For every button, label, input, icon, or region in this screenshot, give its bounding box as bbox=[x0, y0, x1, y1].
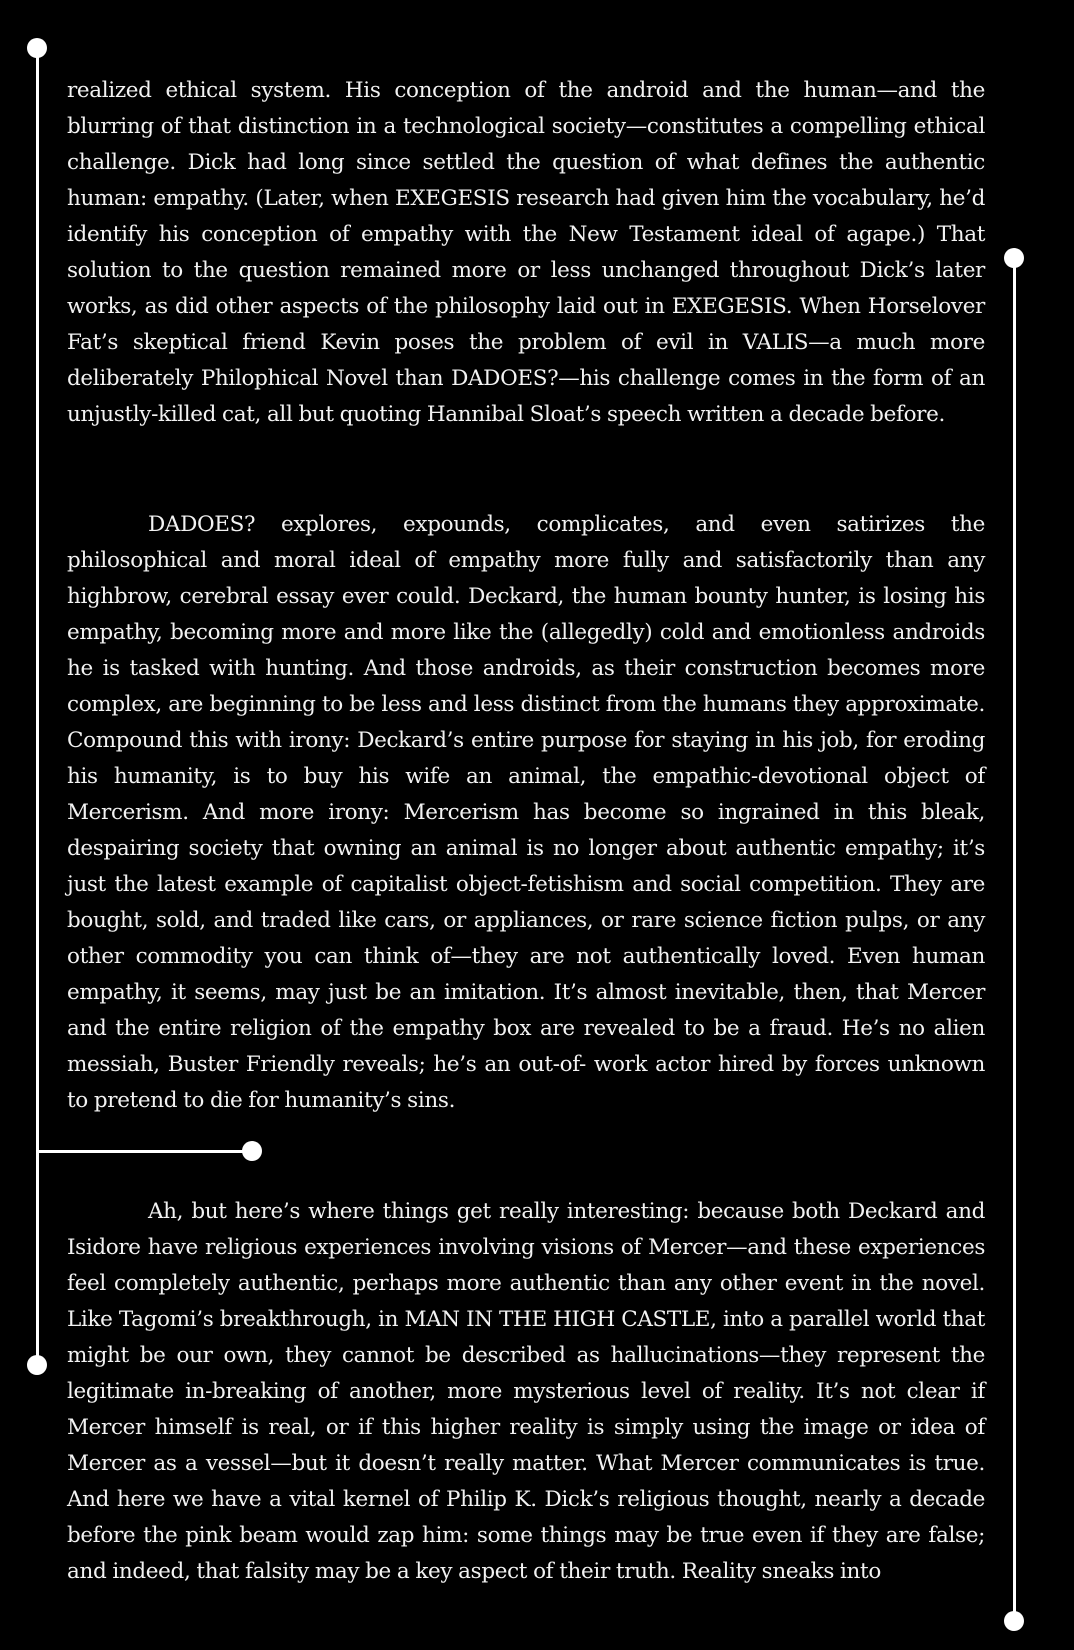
right-top-node bbox=[1004, 248, 1024, 268]
paragraph-text: DADOES? explores, expounds, complicates, and even satirizes the philosophical and moral ideal of empathy more fully and satisfactorily than any highbrow, cerebral essay ever could. Deckard, the human bounty hunter, is losing his empathy, becoming more and more like the (allegedly) cold and emotionless androids he is tasked with hunting. And those androids, as their construction becomes more complex, are beginning to be less and less distinct from the humans they approximate. Compound this with irony: Deckard’s entire purpose for staying in his job, for eroding his humanity, is to buy his wife an animal, the empathic-devotional object of Mercerism. And more irony: Mercerism has become so ingrained in this bleak, despairing society that owning an animal is no longer about authentic empathy; it’s just the latest example of capitalist object-fetishism and social competition. They are bought, sold, and traded like cars, or appliances, or rare science fiction pulps, or any other commodity you can think of—they are not authentically loved. Even human empathy, it seems, may just be an imitation. It’s almost inevitable, then, that Mercer and the entire religion of the empathy box are revealed to be a fraud. He’s no alien messiah, Buster Friendly reveals; he’s an out-of- work actor hired by forces unknown to pretend to die for humanity’s sins. bbox=[67, 512, 985, 1113]
right-circuit-line bbox=[1013, 259, 1016, 1621]
left-circuit-line bbox=[36, 48, 39, 1366]
body-paragraph bbox=[67, 73, 985, 433]
branch-end-node bbox=[242, 1141, 262, 1161]
paragraph-text: realized ethical system. His conception of the android and the human—and the blurring of that distinction in a technological society—constitutes a compelling ethical challenge. Dick had long since settled the question of what defines the authentic human: empathy. (Later, when EXEGESIS research had given him the vocabulary, he’d identify his conception of empathy with the New Testament ideal of agape.) That solution to the question remained more or less unchanged throughout Dick’s later works, as did other aspects of the philosophy laid out in EXEGESIS. When Horselover Fat’s skeptical friend Kevin poses the problem of evil in VALIS—a much more deliberately Philophical Novel than DADOES?—his challenge comes in the form of an unjustly-killed cat, all but quoting Hannibal Sloat’s speech written a decade before. bbox=[67, 78, 985, 427]
left-branch-line bbox=[36, 1150, 252, 1153]
right-bottom-node bbox=[1004, 1611, 1024, 1631]
left-bottom-node bbox=[27, 1355, 47, 1375]
body-paragraph bbox=[67, 507, 985, 1119]
body-paragraph bbox=[67, 1194, 985, 1590]
left-top-node bbox=[27, 38, 47, 58]
paragraph-text: Ah, but here’s where things get really interesting: because both Deckard and Isidore have religious experiences involving visions of Mercer—and these experiences feel completely authentic, perhaps more authentic than any other event in the novel. Like Tagomi’s breakthrough, in MAN IN THE HIGH CASTLE, into a parallel world that might be our own, they cannot be described as hallucinations—they represent the legitimate in-breaking of another, more mysterious level of reality. It’s not clear if Mercer himself is real, or if this higher reality is simply using the image or idea of Mercer as a vessel—but it doesn’t really matter. What Mercer communicates is true. And here we have a vital kernel of Philip K. Dick’s religious thought, nearly a decade before the pink beam would zap him: some things may be true even if they are false; and indeed, that falsity may be a key aspect of their truth. Reality sneaks into bbox=[67, 1199, 985, 1584]
